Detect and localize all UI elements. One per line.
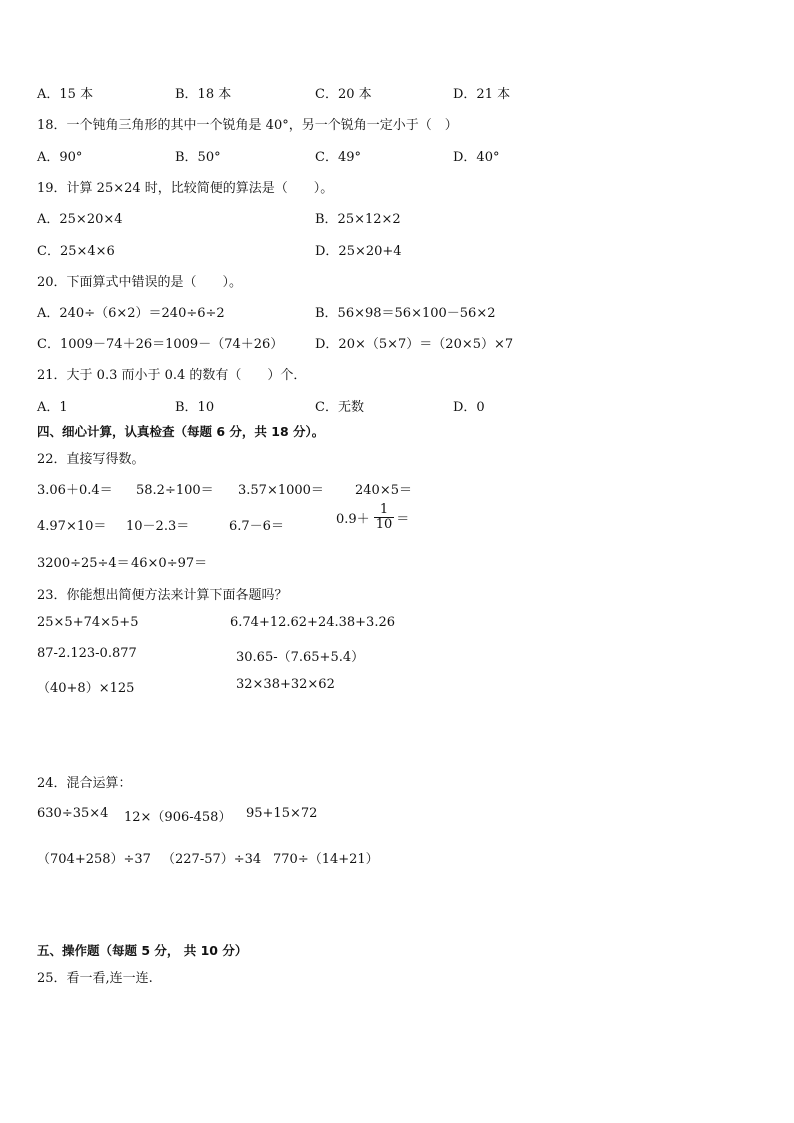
q20-option-d: D．20×（5×7）＝（20×5）×7 (315, 337, 514, 352)
q24-item: （704+258）÷37 (37, 852, 151, 867)
q19-option-a: A．25×20×4 (37, 212, 123, 227)
q23-item: 25×5+74×5+5 (37, 615, 139, 630)
q24-item: （227-57）÷34 (162, 852, 262, 867)
q21-option-a: A．1 (37, 400, 68, 415)
q22-item: 6.7－6＝ (229, 519, 284, 534)
q17-option-a: A．15 本 (37, 87, 94, 102)
section-4-title: 四、细心计算，认真检查（每题 6 分，共 18 分）。 (37, 424, 325, 439)
q20-option-c: C．1009－74＋26＝1009－（74＋26） (37, 337, 284, 352)
q24-item: 95+15×72 (246, 806, 318, 821)
q20-option-a: A．240÷（6×2）＝240÷6÷2 (37, 306, 225, 321)
q22-stem: 22．直接写得数。 (37, 452, 145, 467)
fraction (374, 503, 395, 532)
q23-stem: 23．你能想出简便方法来计算下面各题吗？ (37, 588, 288, 603)
q23-item: （40+8）×125 (37, 681, 135, 696)
fraction-denominator: 10 (375, 517, 393, 532)
fraction-prefix: 0.9＋ (336, 512, 370, 527)
q22-fraction-expression (336, 503, 409, 532)
q17-option-b: B．18 本 (175, 87, 232, 102)
q22-item: 3.57×1000＝ (238, 483, 324, 498)
q19-option-b: B．25×12×2 (315, 212, 401, 227)
q22-item: 4.97×10＝ (37, 519, 107, 534)
q23-item: 32×38+32×62 (236, 677, 335, 692)
q21-option-c: C．无数 (315, 400, 364, 415)
q19-option-c: C．25×4×6 (37, 244, 115, 259)
q18-option-a: A．90° (37, 150, 83, 165)
fraction-suffix: ＝ (396, 512, 410, 527)
q24-item: 630÷35×4 (37, 806, 109, 821)
q22-item: 3.06＋0.4＝ (37, 483, 113, 498)
q24-item: 770÷（14+21） (273, 852, 379, 867)
q18-option-d: D．40° (453, 150, 500, 165)
q21-option-d: D．0 (453, 400, 485, 415)
q21-stem: 21．大于 0.3 而小于 0.4 的数有（ ）个． (37, 368, 307, 383)
q20-stem: 20．下面算式中错误的是（ ）。 (37, 275, 243, 290)
q22-item: 10－2.3＝ (126, 519, 190, 534)
q23-item: 30.65-（7.65+5.4） (236, 650, 365, 665)
q23-item: 87-2.123-0.877 (37, 646, 137, 661)
q17-option-d: D．21 本 (453, 87, 511, 102)
q17-option-c: C．20 本 (315, 87, 372, 102)
q24-stem: 24．混合运算： (37, 776, 132, 791)
q19-stem: 19．计算 25×24 时，比较简便的算法是（ ）。 (37, 181, 334, 196)
fraction-numerator: 1 (374, 503, 395, 518)
q22-item: 240×5＝ (355, 483, 412, 498)
q21-option-b: B．10 (175, 400, 215, 415)
section-5-title: 五、操作题（每题 5 分， 共 10 分） (37, 943, 248, 958)
q18-option-c: C．49° (315, 150, 361, 165)
q18-stem: 18．一个钝角三角形的其中一个锐角是 40°，另一个锐角一定小于（ ） (37, 118, 458, 133)
q25-stem: 25．看一看,连一连. (37, 971, 153, 986)
q22-item: 58.2÷100＝ (136, 483, 214, 498)
q20-option-b: B．56×98＝56×100－56×2 (315, 306, 496, 321)
q23-item: 6.74+12.62+24.38+3.26 (230, 615, 396, 630)
q19-option-d: D．25×20+4 (315, 244, 402, 259)
q24-item: 12×（906-458） (124, 810, 232, 825)
q22-item: 3200÷25÷4＝ (37, 556, 130, 571)
q22-item: 46×0÷97＝ (131, 556, 208, 571)
q18-option-b: B．50° (175, 150, 221, 165)
